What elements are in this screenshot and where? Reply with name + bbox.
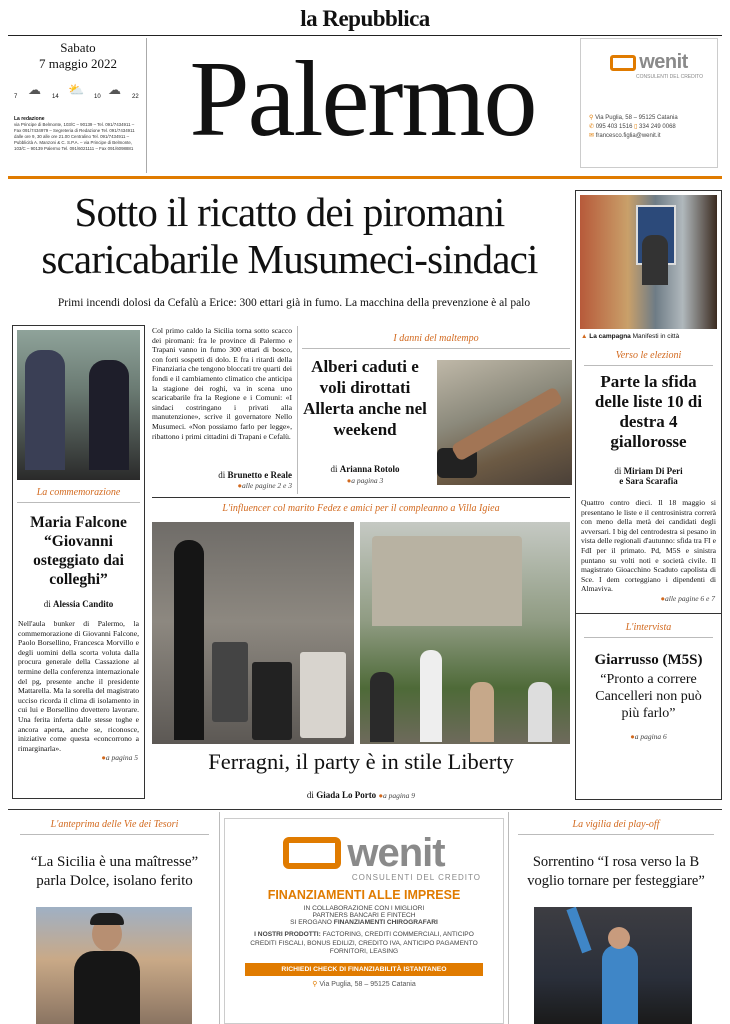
lead-byline: di Brunetto e Reale [218, 470, 292, 480]
luggage-2 [252, 662, 292, 740]
wenit-logo [581, 51, 717, 74]
paper-name: la Repubblica [300, 6, 430, 31]
goalkeeper-body [602, 945, 638, 1024]
party-guest-3 [470, 682, 494, 742]
bottom-ad-products: I NOSTRI PRODOTTI: FACTORING, CREDITI COMMERCIALI, ANTICIPO CREDITI FISCALI, BONUS EDILIZI, CREDITO IVA, ANTICIPO PAGAMENTO FORNITORI, LEASING [250, 931, 478, 956]
playoff-kicker-rule [518, 834, 714, 835]
lead-body: Col primo caldo la Sicilia torna sotto scacco dei piromani: fra le province di Palermo e Trapani vanno in fumo 300 ettari di bosco, con forti sospetti di dolo. E fra i ritardi della Finanziaria che tengono bloccati tre quarti dei fondi e il cambiamento climatico che anticipa la stagione dei roghi, va in scena uno scaricabarile fra la Regione e i Comuni: «I sindaci costringano i privati alla manutenzione», scrive il governatore Nello Musumeci. «Non possiamo farlo per legge», ribattono i primi cittadini di Trapani e Cefalù. [152, 326, 292, 441]
elections-kicker-rule [584, 365, 713, 366]
dolce-box [12, 812, 217, 1024]
vert-rule-bottom-2 [508, 812, 509, 1024]
interview-quote: “Pronto a correre Cancelleri non può più farlo” [595, 671, 702, 721]
dolce-headline[interactable]: “La Sicilia è una maîtresse” parla Dolce, isolano ferito [30, 854, 199, 889]
elections-byline: di Miriam Di Peri [614, 466, 683, 476]
wenit-brand: wenit [639, 51, 688, 73]
falcone-box [12, 325, 145, 799]
elections-body: Quattro contro dieci. Il 18 maggio si presentano le liste e il centrosinistra correrà con meno della metà dei candidati degli avversari. I big del centrodestra si pesano in vista delle regionali d'autunno: sfida tra FI e FdI per il primato. Pd, M5S e sinistra puntano su volti noti e società civile. Il magistrato Gioacchino Scaduto capolista di Sce. I dem corteggiano i dipendenti di Almaviva. [581, 498, 716, 594]
falcone-pages[interactable]: ● a pagina 5 [13, 753, 144, 762]
dolce-kicker: L'anteprima delle Vie dei Tesori [50, 819, 179, 830]
party-guest-1 [370, 672, 394, 742]
maltempo-byline: di Arianna Rotolo [330, 464, 400, 474]
campaign-person [642, 235, 668, 285]
top-ad-phones: ✆ 095 403 1516 ▯ 334 249 0068 [589, 124, 676, 130]
cloud-icon: ☁ [28, 82, 41, 97]
interview-pages[interactable]: ● a pagina 6 [576, 732, 721, 741]
date-day: Sabato [60, 40, 96, 55]
mobile-icon: ▯ [634, 124, 640, 130]
playoff-photo [534, 907, 692, 1024]
elections-kicker: Verso le elezioni [615, 350, 682, 361]
lead-headline-1: Sotto il ricatto dei piromani [74, 189, 505, 235]
ferragni-headline[interactable]: Ferragni, il party è in stile Liberty [208, 749, 514, 774]
redazione-text: via Principe di Belmonte, 103/C – 90139 – Tel. 091/7434911 – Fax 091/7434979 – Segreteria di Redazione Tel. 091/7434911 dalle ore 9, 30 alle ore 21.00 Centralino Tel. 091/7434911 – Pubblicità A. Manzoni & C. S.P.A. – via Principe di Belmonte, 103/C – 90139 Palermo Tel. 091/6021111 – Fax 091/6098881 [14, 122, 135, 151]
vert-rule-1 [297, 326, 298, 494]
top-ad-email: ✉ francesco.figlia@wenit.it [589, 133, 661, 139]
cloud-sun-icon: ⛅ [68, 82, 85, 97]
dolce-person-body [74, 951, 140, 1024]
mail-icon: ✉ [589, 133, 596, 139]
masthead-bottom-rule [8, 176, 722, 179]
redazione-title: La redazione [14, 116, 45, 122]
date-full: 7 maggio 2022 [39, 56, 117, 71]
bottom-ad-line3: SI EROGANO FINANZIAMENTI CHIROGRAFARI [290, 919, 438, 926]
interview-headline[interactable]: Giarrusso (M5S) [594, 651, 703, 668]
party-guest-4 [528, 682, 552, 742]
interview-kicker-rule [584, 637, 713, 638]
temp-2: 14 [52, 94, 59, 100]
bottom-ad-logo [225, 833, 503, 873]
elections-pages[interactable]: ● alle pagine 6 e 7 [576, 594, 721, 603]
playoff-headline[interactable]: Sorrentino “I rosa verso la B voglio tornare per festeggiare” [527, 854, 705, 889]
falcone-kicker: La commemorazione [36, 487, 121, 498]
bottom-ad-address: ⚲ Via Puglia, 58 – 95125 Catania [312, 980, 416, 988]
falcone-kicker-rule [17, 502, 140, 503]
ferragni-kicker: L'influencer col marito Fedez e amici per il compleanno a Villa Igiea [222, 503, 500, 514]
bottom-ad-cta[interactable]: RICHIEDI CHECK DI FINANZIABILITÀ ISTANTANEO [245, 963, 483, 976]
goalkeeper-head [608, 927, 630, 949]
playoff-box [510, 812, 722, 1024]
weather-strip [10, 78, 146, 108]
falcone-headline[interactable]: Maria Falcone “Giovanni osteggiato dai colleghi” [30, 514, 127, 588]
ferragni-person [174, 540, 204, 740]
bottom-pin-icon: ⚲ [312, 980, 320, 988]
sidebar-elections [575, 190, 722, 800]
bottom-ad-line1: IN COLLABORAZIONE CON I MIGLIORI [303, 905, 425, 912]
vert-rule-bottom-1 [219, 812, 220, 1024]
dolce-kicker-rule [20, 834, 209, 835]
pin-icon: ⚲ [589, 115, 596, 121]
lead-pages[interactable]: ● alle pagine 2 e 3 [152, 481, 292, 490]
dolce-photo [36, 907, 192, 1024]
bottom-ad-title: FINANZIAMENTI ALLE IMPRESE [267, 888, 461, 902]
tree-trunk [451, 386, 564, 462]
bottom-ad-tagline: CONSULENTI DEL CREDITO [351, 873, 481, 882]
bottom-top-rule [8, 809, 722, 810]
wenit-logo-icon [610, 55, 636, 71]
top-ad-tagline: CONSULENTI DEL CREDITO [636, 74, 703, 80]
ferragni-top-rule [152, 497, 570, 498]
luggage-3 [300, 652, 346, 738]
goalkeeper-arm [566, 907, 591, 953]
elections-byline-2: e Sara Scarafia [619, 476, 678, 486]
ferragni-byline: di Giada Lo Porto ● a pagina 9 [152, 790, 570, 800]
masthead-top-rule [8, 35, 722, 36]
temp-1: 7 [14, 94, 18, 100]
top-ad[interactable] [580, 38, 718, 168]
phone-icon: ✆ [589, 124, 596, 130]
ferragni-pages[interactable]: ● a pagina 9 [378, 791, 415, 800]
lead-subhead: Primi incendi dolosi da Cefalù a Erice: 300 ettari già in fumo. La macchina della prevenzione è al palo [57, 297, 531, 309]
temp-4: 22 [132, 94, 139, 100]
ferragni-airport-photo [152, 522, 354, 744]
falcone-person-1 [25, 350, 65, 470]
lead-headline-2: scaricabarile Musumeci-sindaci [41, 236, 538, 282]
playoff-kicker: La vigilia dei play-off [572, 819, 660, 830]
falcone-byline: di Alessia Candito [43, 599, 114, 609]
campaign-photo [580, 195, 717, 329]
maltempo-headline[interactable]: Alberi caduti e voli dirottati Allerta anche nel weekend [303, 357, 427, 439]
date-box [10, 38, 147, 173]
top-ad-address: ⚲ Via Puglia, 58 – 95125 Catania [589, 115, 678, 121]
falcone-photo [17, 330, 140, 480]
bottom-ad[interactable] [224, 818, 504, 1024]
villa-building [372, 536, 522, 626]
dolce-cap [90, 913, 124, 925]
cloud-icon-2: ☁ [108, 82, 121, 97]
fallen-tree-photo [437, 360, 572, 485]
bottom-ad-logo-icon [283, 837, 341, 869]
temp-3: 10 [94, 94, 101, 100]
edition-title: Palermo [189, 40, 536, 159]
maltempo-kicker: I danni del maltempo [393, 333, 479, 344]
bottom-ad-line2: PARTNERS BANCARI E FINTECH [312, 912, 416, 919]
campaign-caption: ▲ La campagna Manifesti in città [581, 333, 680, 340]
elections-headline[interactable]: Parte la sfida delle liste 10 di destra 4 giallorosse [594, 372, 703, 451]
party-guest-2 [420, 650, 442, 742]
luggage-1 [212, 642, 248, 722]
bottom-ad-brand: wenit [347, 831, 445, 875]
interview-sep [576, 613, 721, 614]
falcone-person-2 [89, 360, 129, 470]
maltempo-kicker-rule [302, 348, 570, 349]
maltempo-pages[interactable]: ● a pagina 3 [300, 476, 430, 485]
villa-igiea-photo [360, 522, 570, 744]
falcone-body: Nell'aula bunker di Palermo, la commemorazione di Giovanni Falcone, Paolo Borsellino, Francesca Morvillo e degli uomini della scorta voluta dalla procura generale della Cassazione al termine della conferenza internazionale del pg, presente anche il presidente Mattarella. Ma la sorella del magistrato ucciso ricorda il clima di isolamento in cui lui e Borsellino dovettero lavorare. Una ferita inferta dalle stesse toghe e ancora aperta, anche se, riconosce, iniziative come questa «concorrono a rimarginarla». [18, 619, 139, 753]
interview-kicker: L'intervista [625, 621, 672, 633]
